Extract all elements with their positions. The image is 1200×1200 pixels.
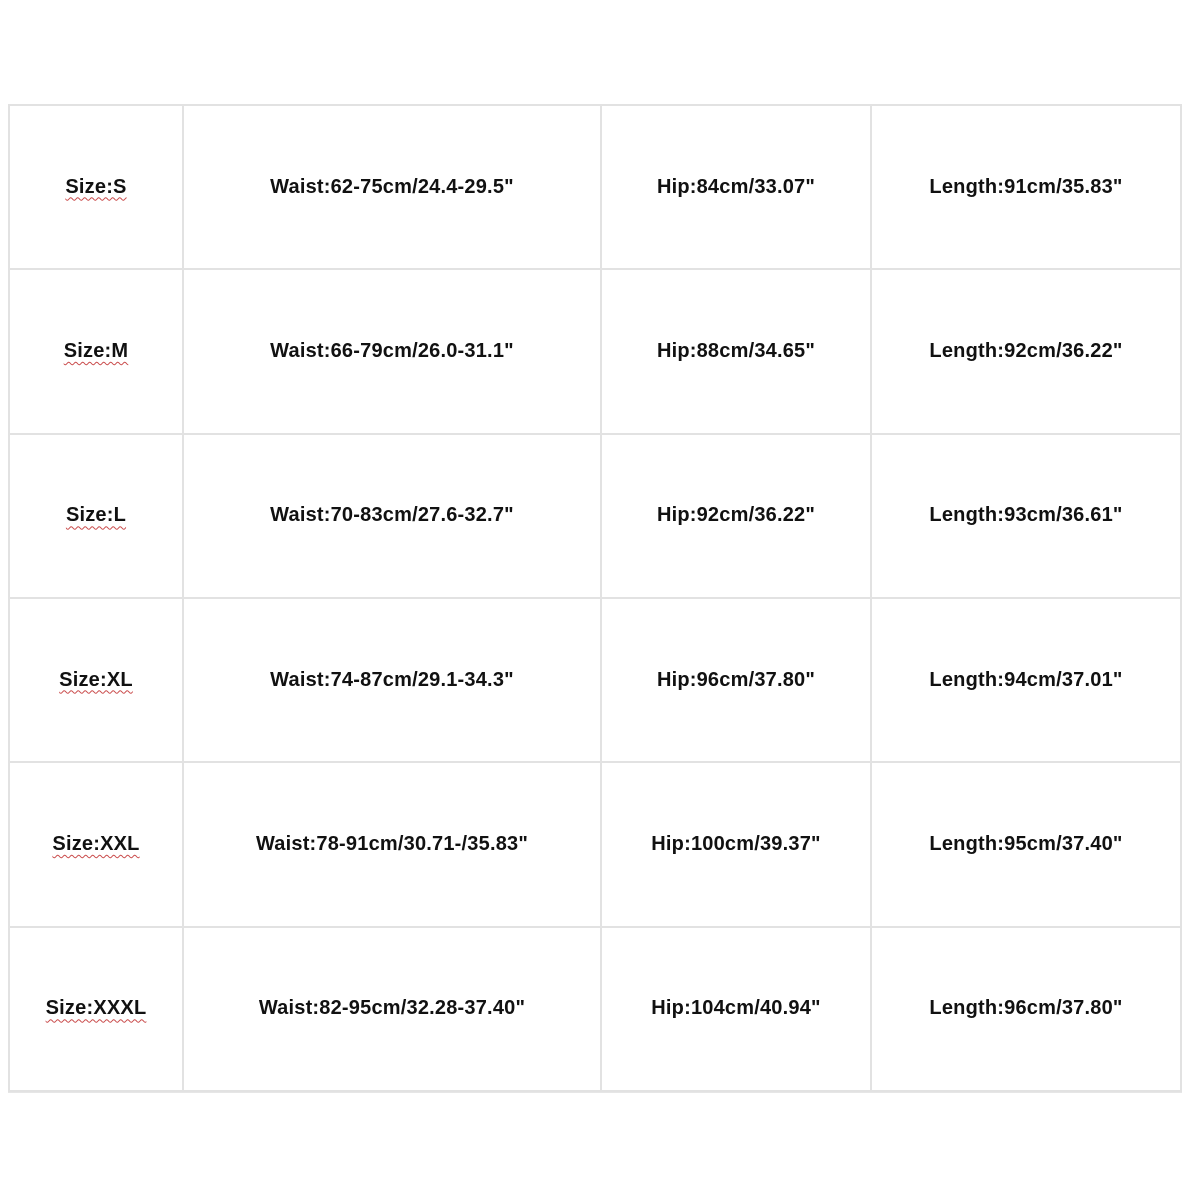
hip-cell: Hip:100cm/39.37" [601,762,871,926]
length-cell: Length:91cm/35.83" [871,105,1181,269]
size-cell [9,269,183,433]
size-cell [9,598,183,762]
table-row [9,927,1181,1091]
size-label: Size:M [63,339,129,362]
size-cell [9,762,183,926]
table-row [9,598,1181,762]
waist-cell: Waist:70-83cm/27.6-32.7" [183,434,601,598]
table-row [9,762,1181,926]
size-cell [9,105,183,269]
table-row [9,269,1181,433]
size-cell [9,927,183,1091]
waist-cell: Waist:74-87cm/29.1-34.3" [183,598,601,762]
hip-cell: Hip:92cm/36.22" [601,434,871,598]
size-label: Size:XL [59,668,133,691]
hip-cell: Hip:84cm/33.07" [601,105,871,269]
waist-cell: Waist:82-95cm/32.28-37.40" [183,927,601,1091]
length-cell: Length:96cm/37.80" [871,927,1181,1091]
size-label: Size:S [65,175,127,198]
length-cell: Length:94cm/37.01" [871,598,1181,762]
table-row [9,105,1181,269]
table-row [9,434,1181,598]
length-cell: Length:92cm/36.22" [871,269,1181,433]
waist-cell: Waist:78-91cm/30.71-/35.83" [183,762,601,926]
waist-cell: Waist:62-75cm/24.4-29.5" [183,105,601,269]
size-label: Size:L [65,504,127,527]
length-cell: Length:95cm/37.40" [871,762,1181,926]
hip-cell: Hip:96cm/37.80" [601,598,871,762]
size-cell [9,434,183,598]
hip-cell: Hip:104cm/40.94" [601,927,871,1091]
hip-cell: Hip:88cm/34.65" [601,269,871,433]
waist-cell: Waist:66-79cm/26.0-31.1" [183,269,601,433]
size-chart-table [8,104,1182,1092]
size-label: Size:XXXL [45,997,147,1020]
length-cell: Length:93cm/36.61" [871,434,1181,598]
size-label: Size:XXL [52,832,140,855]
